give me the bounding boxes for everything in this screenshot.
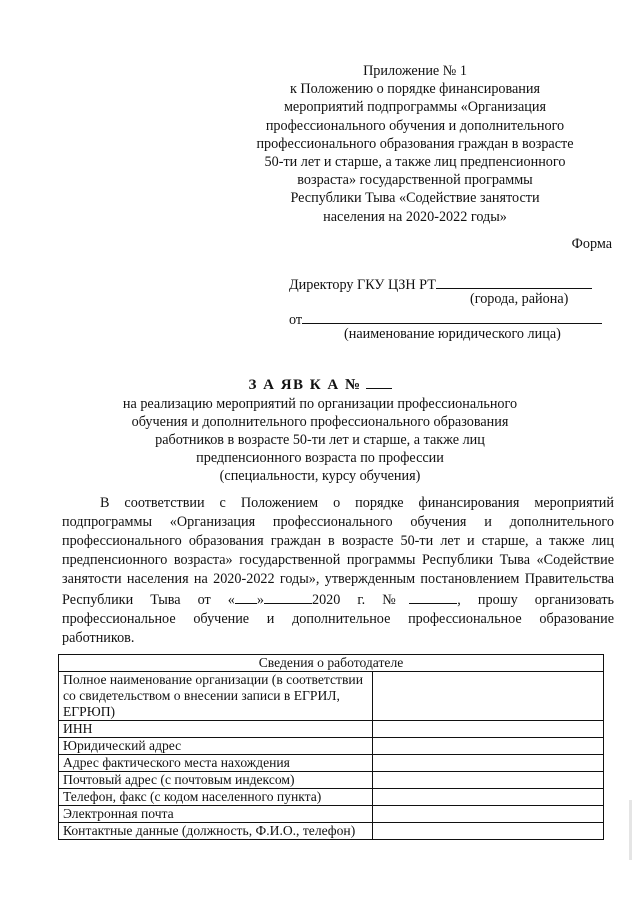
appendix-line: населения на 2020-2022 годы» bbox=[323, 208, 507, 225]
month-blank[interactable] bbox=[264, 589, 312, 604]
form-label: Форма bbox=[571, 236, 612, 252]
director-blank[interactable] bbox=[436, 274, 592, 289]
appendix-line: профессионального образования граждан в возрасте bbox=[256, 135, 574, 152]
table-cell-value[interactable] bbox=[373, 772, 604, 789]
subtitle-line: предпенсионного возраста по профессии bbox=[196, 450, 444, 466]
table-cell-label: Телефон, факс (с кодом населенного пункта) bbox=[59, 789, 373, 806]
table-row bbox=[59, 738, 604, 755]
table-cell-label: Юридический адрес bbox=[59, 738, 373, 755]
title-number-blank[interactable] bbox=[366, 374, 392, 389]
title-text: З А ЯВ К А № bbox=[248, 377, 362, 393]
body-paragraph bbox=[62, 494, 614, 648]
table-row bbox=[59, 806, 604, 823]
table-cell-value[interactable] bbox=[373, 789, 604, 806]
day-blank[interactable] bbox=[235, 589, 257, 604]
subtitle-line: (специальности, курсу обучения) bbox=[219, 468, 421, 484]
appendix-line: Приложение № 1 bbox=[363, 63, 467, 79]
table-header: Сведения о работодателе bbox=[59, 655, 604, 672]
subtitle-line: работников в возрасте 50-ти лет и старше, а также лиц bbox=[155, 432, 485, 448]
appendix-line: 50-ти лет и старше, а также лиц предпенсионного bbox=[264, 154, 566, 171]
table-cell-value[interactable] bbox=[373, 721, 604, 738]
table-cell-label: Контактные данные (должность, Ф.И.О., телефон) bbox=[59, 823, 373, 840]
table-row bbox=[59, 823, 604, 840]
scan-edge-mark bbox=[629, 800, 632, 860]
employer-info-table bbox=[58, 654, 604, 840]
table-row bbox=[59, 672, 604, 721]
table-row bbox=[59, 789, 604, 806]
body-text-part: В соответствии с Положением о порядке финансирования мероприятий подпрограммы «Организация профессионального обучения и дополнительного профессионального образования граждан в возрасте 50-ти лет и старше, а также лиц предпенсионного возраста» государственной программы Республики Тыва «Содействие занятости населения на 2020-2022 годы», утвержденным постановлением Правительства Республики Тыва от « bbox=[62, 495, 614, 608]
subtitle-line: обучения и дополнительного профессионального образования bbox=[131, 414, 509, 430]
body-text bbox=[62, 494, 614, 648]
table-cell-label: Почтовый адрес (с почтовым индексом) bbox=[59, 772, 373, 789]
body-text-part: » bbox=[256, 592, 264, 608]
appendix-line: мероприятий подпрограммы «Организация bbox=[283, 99, 547, 116]
appendix-line: возраста» государственной программы bbox=[297, 172, 533, 189]
decree-number-blank[interactable] bbox=[409, 589, 457, 604]
appendix-line: к Положению о порядке финансирования bbox=[289, 81, 541, 98]
table-cell-value[interactable] bbox=[373, 755, 604, 772]
body-text-part: 2020 г. № bbox=[311, 592, 410, 608]
director-label: Директору ГКУ ЦЗН РТ bbox=[289, 277, 436, 293]
table-row bbox=[59, 772, 604, 789]
document-title bbox=[0, 374, 640, 394]
appendix-line: профессионального обучения и дополнительного bbox=[265, 117, 565, 134]
document-subtitle bbox=[90, 395, 550, 485]
table-cell-label: Адрес фактического места нахождения bbox=[59, 755, 373, 772]
table-cell-value[interactable] bbox=[373, 806, 604, 823]
table-cell-label: ИНН bbox=[59, 721, 373, 738]
appendix-line: Республики Тыва «Содействие занятости bbox=[290, 190, 540, 207]
table-row bbox=[59, 721, 604, 738]
table-row bbox=[59, 755, 604, 772]
table-cell-value[interactable] bbox=[373, 823, 604, 840]
body-text-part: , прошу организовать профессиональное обучение и дополнительное профессиональное образование работников. bbox=[62, 592, 614, 646]
table-header-row bbox=[59, 655, 604, 672]
table-cell-value[interactable] bbox=[373, 672, 604, 721]
appendix-header bbox=[250, 62, 580, 226]
from-blank[interactable] bbox=[302, 309, 602, 324]
director-hint: (города, района) bbox=[470, 291, 569, 307]
table-cell-value[interactable] bbox=[373, 738, 604, 755]
from-label: от bbox=[289, 312, 303, 328]
table-cell-label: Полное наименование организации (в соответствии со свидетельством о внесении записи в ЕГРИЛ, ЕГРЮП) bbox=[59, 672, 373, 721]
subtitle-line: на реализацию мероприятий по организации профессионального bbox=[122, 396, 518, 412]
from-hint: (наименование юридического лица) bbox=[344, 326, 561, 342]
table-cell-label: Электронная почта bbox=[59, 806, 373, 823]
